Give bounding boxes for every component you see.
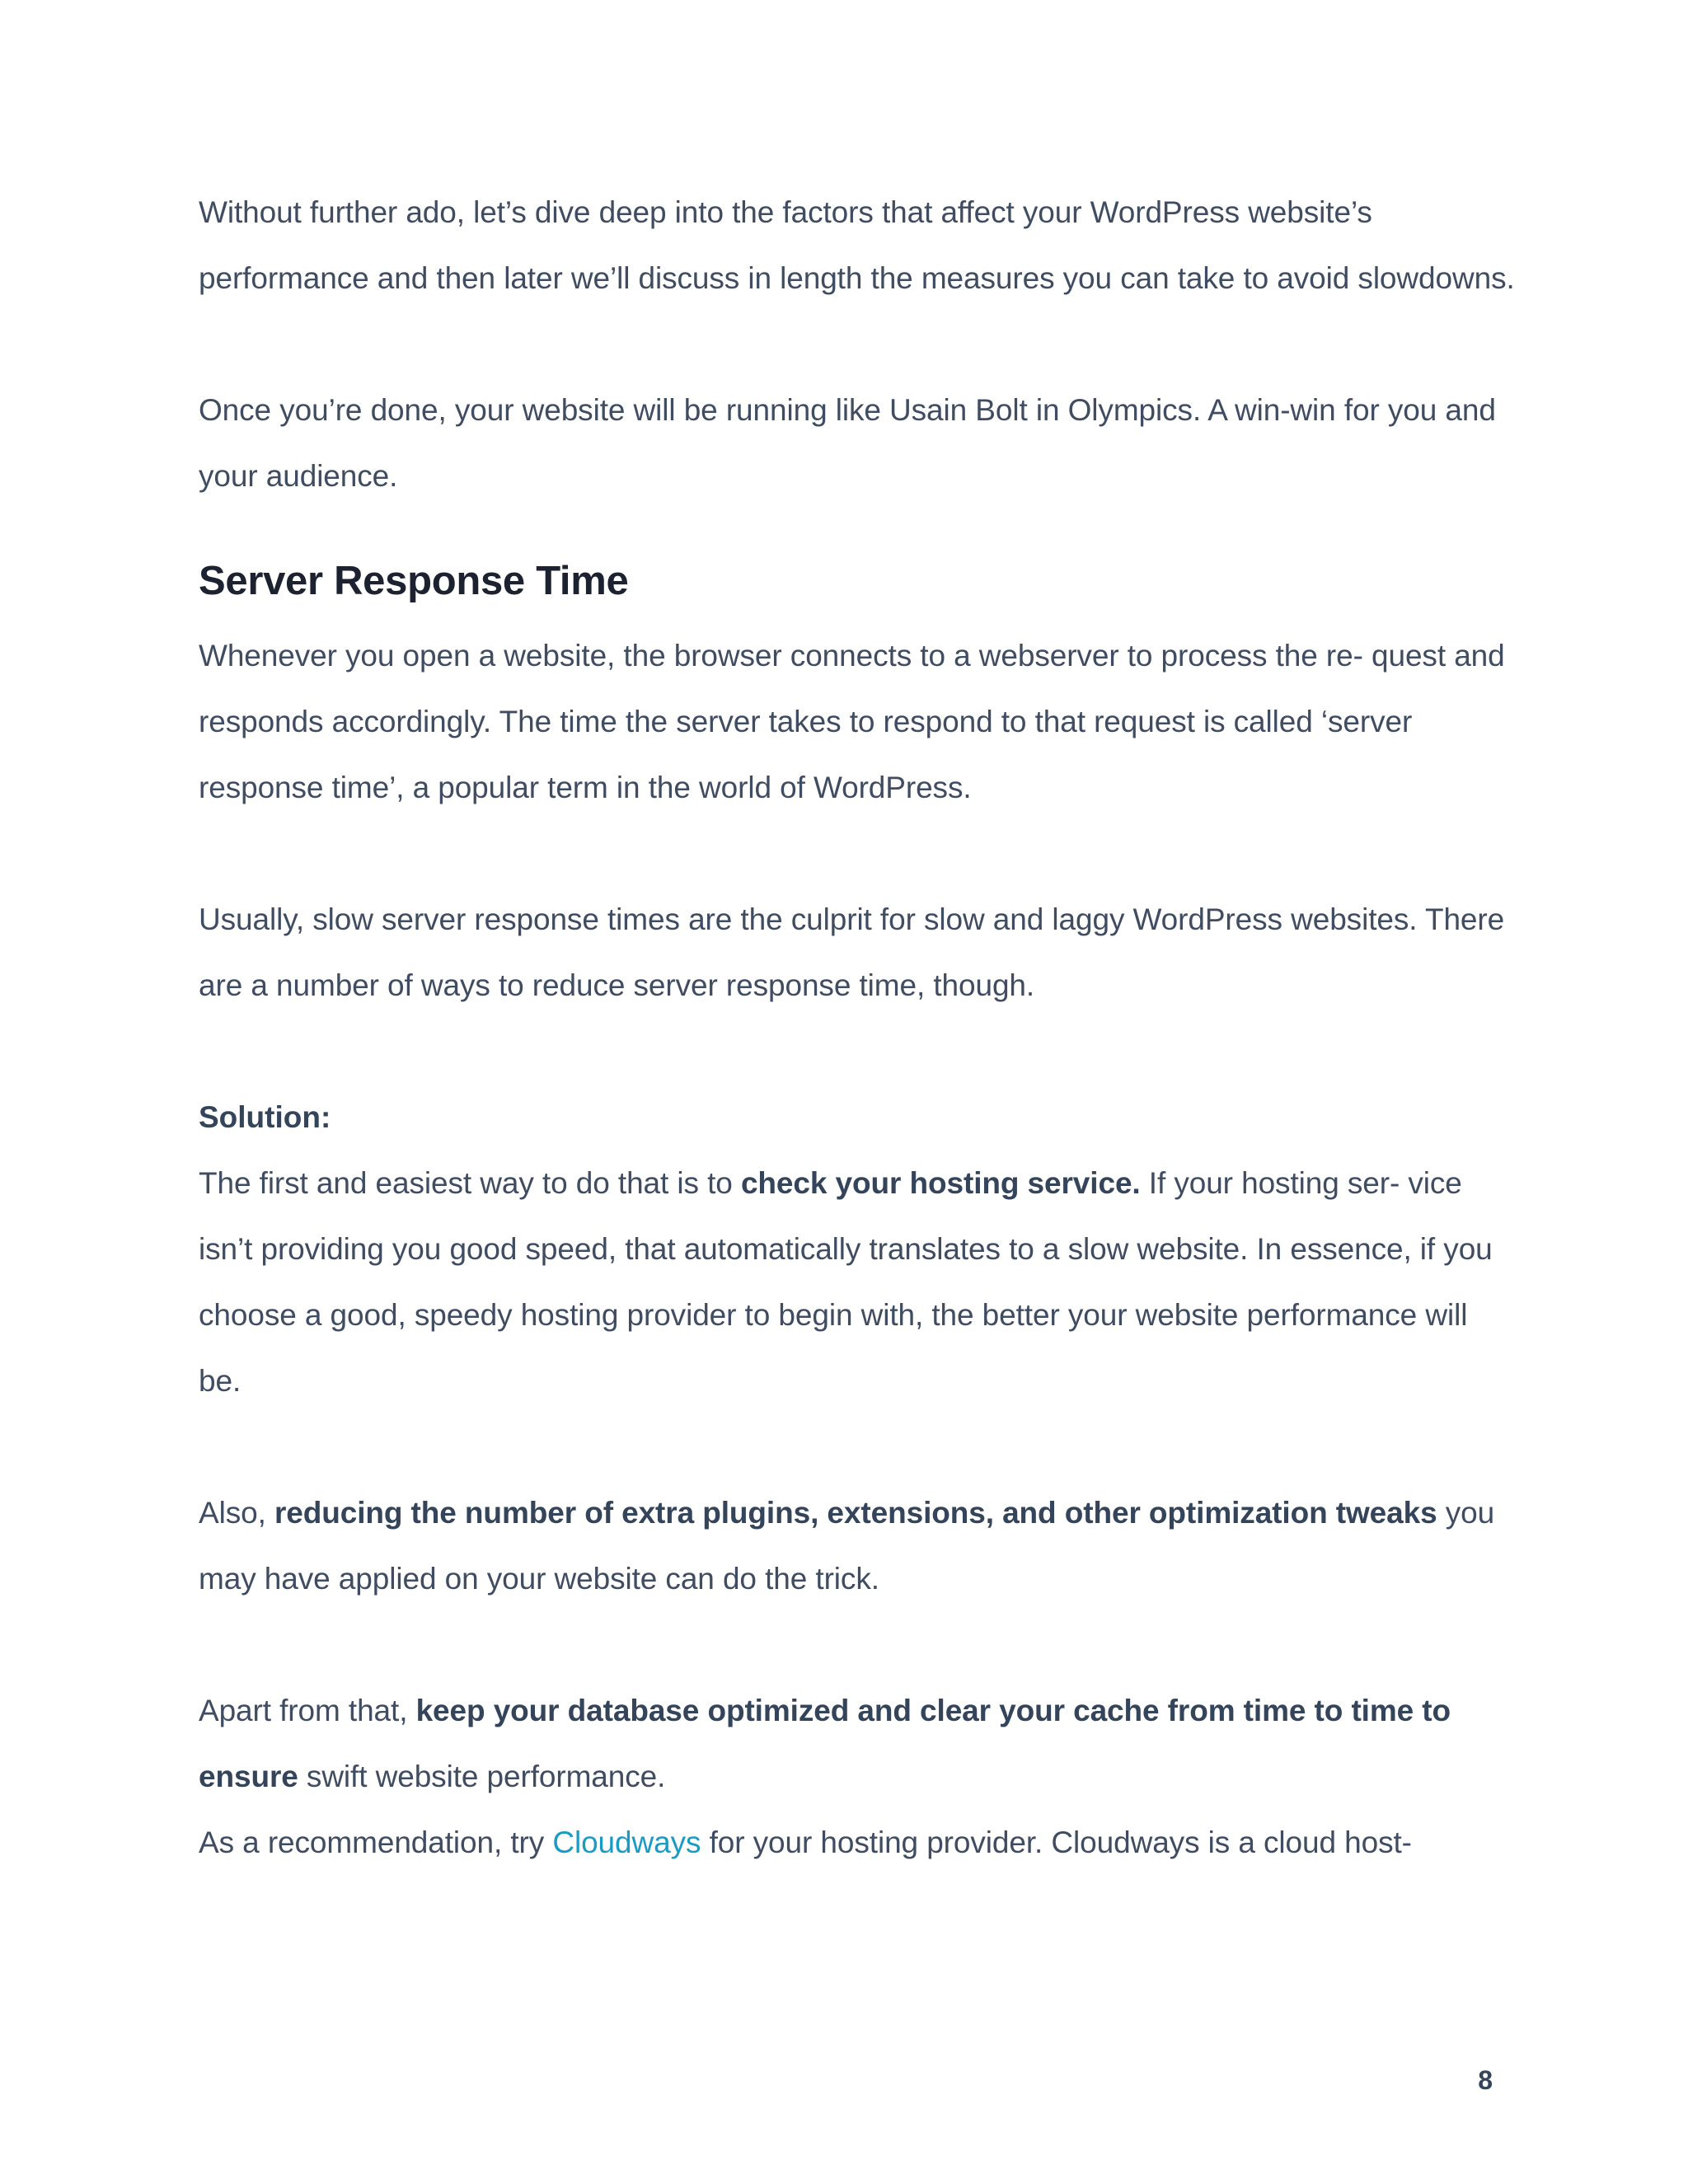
solution-2-bold-text: reducing the number of extra plugins, extensions, and other optimization tweaks bbox=[274, 1496, 1437, 1530]
section-paragraph-2: Usually, slow server response times are the culprit for slow and laggy WordPress websites. There are a number of ways to reduce server response time, though. bbox=[199, 902, 1505, 1002]
solution-3-text-start: Apart from that, bbox=[199, 1694, 416, 1727]
solution-paragraph-3 bbox=[199, 1678, 1517, 1810]
solution-2-text-start: Also, bbox=[199, 1496, 274, 1530]
solution-paragraph-2 bbox=[199, 1480, 1517, 1612]
solution-paragraph-1 bbox=[199, 1151, 1517, 1414]
solution-1-bold-text: check your hosting service. bbox=[740, 1166, 1141, 1200]
page-number: 8 bbox=[1478, 2065, 1493, 2095]
recommendation-paragraph bbox=[199, 1810, 1517, 1876]
solution-3-text-end: swift website performance. bbox=[298, 1760, 666, 1793]
paragraph-gap bbox=[199, 1019, 1517, 1085]
paragraph-gap bbox=[199, 1612, 1517, 1678]
solution-2-text-end: you may have applied on your website can do the trick. bbox=[199, 1496, 1495, 1596]
solution-3-bold-text: keep your database optimized and clear your cache from time to time to ensure bbox=[199, 1694, 1451, 1793]
solution-1-text-end: If your hosting ser- vice isn’t providing you good speed, that automatically translates to a slow website. In essence, if you choose a good, speedy hosting provider to begin with, the better your website performance will be. bbox=[199, 1166, 1493, 1398]
intro-paragraph-2: Once you’re done, your website will be running like Usain Bolt in Olympics. A win-win for you and your audience. bbox=[199, 393, 1496, 493]
section-paragraph-1: Whenever you open a website, the browser connects to a webserver to process the re- quest and responds accordingly. The time the server takes to respond to that request is called ‘server response time’, a popular term in the world of WordPress. bbox=[199, 639, 1505, 804]
recommendation-text-end: for your hosting provider. Cloudways is a cloud host- bbox=[701, 1825, 1412, 1859]
intro-paragraph-1: Without further ado, let’s dive deep into the factors that affect your WordPress website’s performance and then later we’ll discuss in length the measures you can take to avoid slowdowns. bbox=[199, 195, 1515, 295]
cloudways-link[interactable]: Cloudways bbox=[552, 1825, 701, 1859]
recommendation-text-start: As a recommendation, try bbox=[199, 1825, 553, 1859]
paragraph-gap bbox=[199, 1414, 1517, 1480]
paragraph-gap bbox=[199, 821, 1517, 887]
solution-label: Solution: bbox=[199, 1100, 331, 1134]
section-heading: Server Response Time bbox=[199, 559, 629, 603]
document-page bbox=[199, 180, 1517, 1876]
solution-1-text-start: The first and easiest way to do that is to bbox=[199, 1166, 741, 1200]
paragraph-gap bbox=[199, 312, 1517, 377]
